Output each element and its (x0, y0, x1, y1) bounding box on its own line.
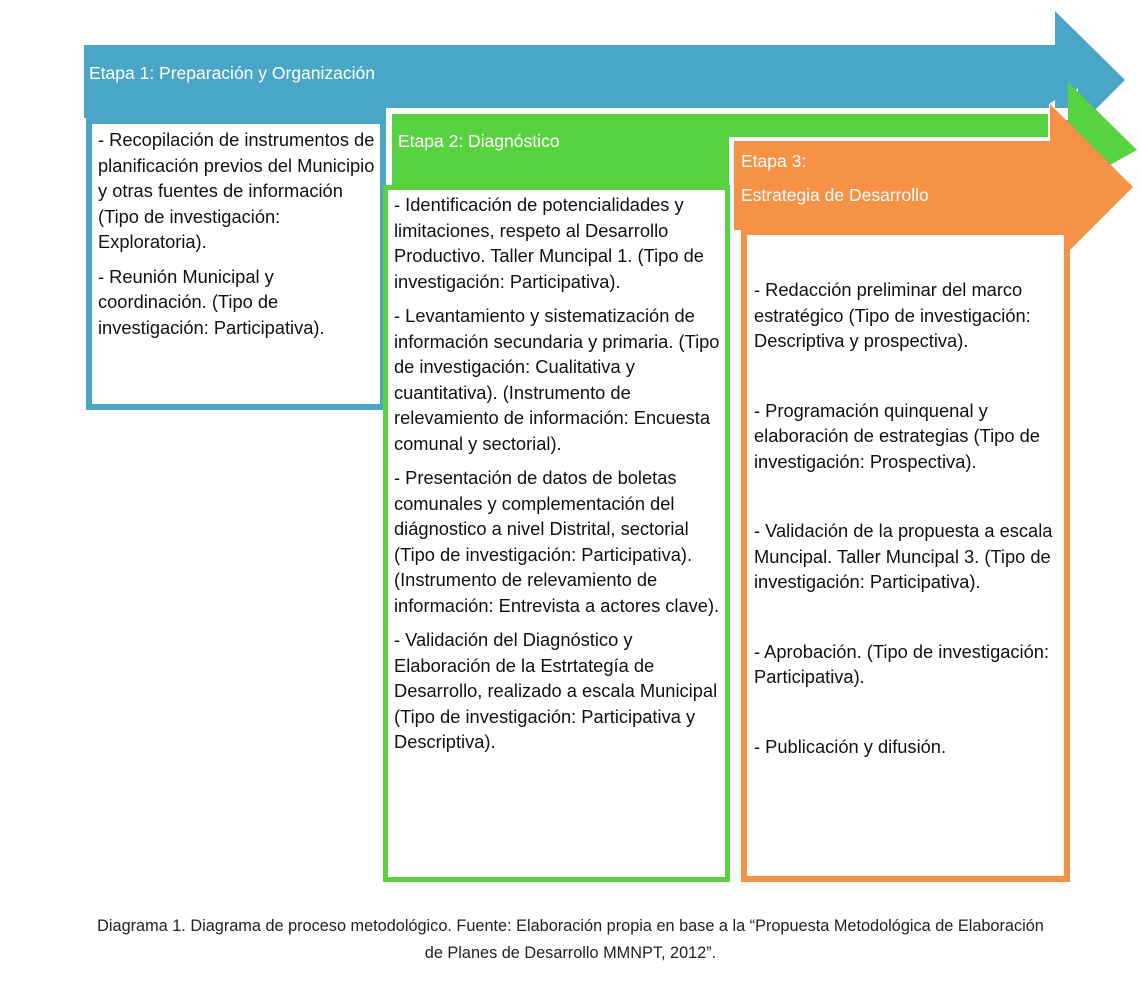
stage3-activity: - Redacción preliminar del marco estratégico (Tipo de investigación: Descriptiva y prospectiva). (754, 279, 1031, 351)
figure-caption-line2: de Planes de Desarrollo MMNPT, 2012”. (424, 944, 717, 962)
stage3-activity: - Programación quinquenal y elaboración de estrategias (Tipo de investigación: Prospectiva). (754, 399, 1040, 472)
stage1-activity: - Recopilación de instrumentos de planificación previos del Municipio y otras fuentes de información (Tipo de investigación: Exploratoria). (98, 129, 375, 252)
stage2-title: Etapa 2: Diagnóstico (398, 131, 560, 151)
stage3-activity: - Publicación y difusión. (754, 735, 947, 757)
stage2-activities (383, 185, 730, 882)
stage1-activity: - Reunión Municipal y coordinación. (Tipo de investigación: Participativa). (98, 265, 325, 338)
stage3-activity: - Validación de la propuesta a escala Muncipal. Taller Muncipal 3. (Tipo de investigación: Participativa). (754, 520, 1053, 592)
stage3-title-line2: Estrategia de Desarrollo (741, 185, 929, 205)
stage1-activities (86, 118, 386, 410)
stage3-title-line1: Etapa 3: (741, 151, 807, 171)
stage2-activity: - Validación del Diagnóstico y Elaboración de la Estrtategía de Desarrollo, realizado a escala Municipal (Tipo de investigación: Participativa y Descriptiva). (394, 629, 718, 752)
stage2-activity: - Identificación de potencialidades y limitaciones, respeto al Desarrollo Productivo. Taller Muncipal 1. (Tipo de investigación: Participativa). (394, 194, 704, 292)
stage1-arrow-leg (84, 110, 392, 118)
stage2-activity: - Levantamiento y sistematización de información secundaria y primaria. (Tipo de investigación: Cualitativa y cuantitativa). (Instrumento de relevamiento de información: Encuesta comunal y sectorial). (394, 305, 720, 454)
stage3-activities (741, 229, 1070, 882)
stage1-title: Etapa 1: Preparación y Organización (89, 63, 375, 83)
stage3-activity: - Aprobación. (Tipo de investigación: Participativa). (754, 640, 1050, 687)
figure-caption-line1: Diagrama 1. Diagrama de proceso metodológico. Fuente: Elaboración propia en base a la “Propuesta Metodológica de Elaboración (97, 917, 1044, 935)
stage2-activity: - Presentación de datos de boletas comunales y complementación del diágnostico a nivel Distrital, sectorial (Tipo de investigación: Participativa). (Instrumento de relevamiento de información: Entrevista a actores clave). (394, 467, 720, 616)
